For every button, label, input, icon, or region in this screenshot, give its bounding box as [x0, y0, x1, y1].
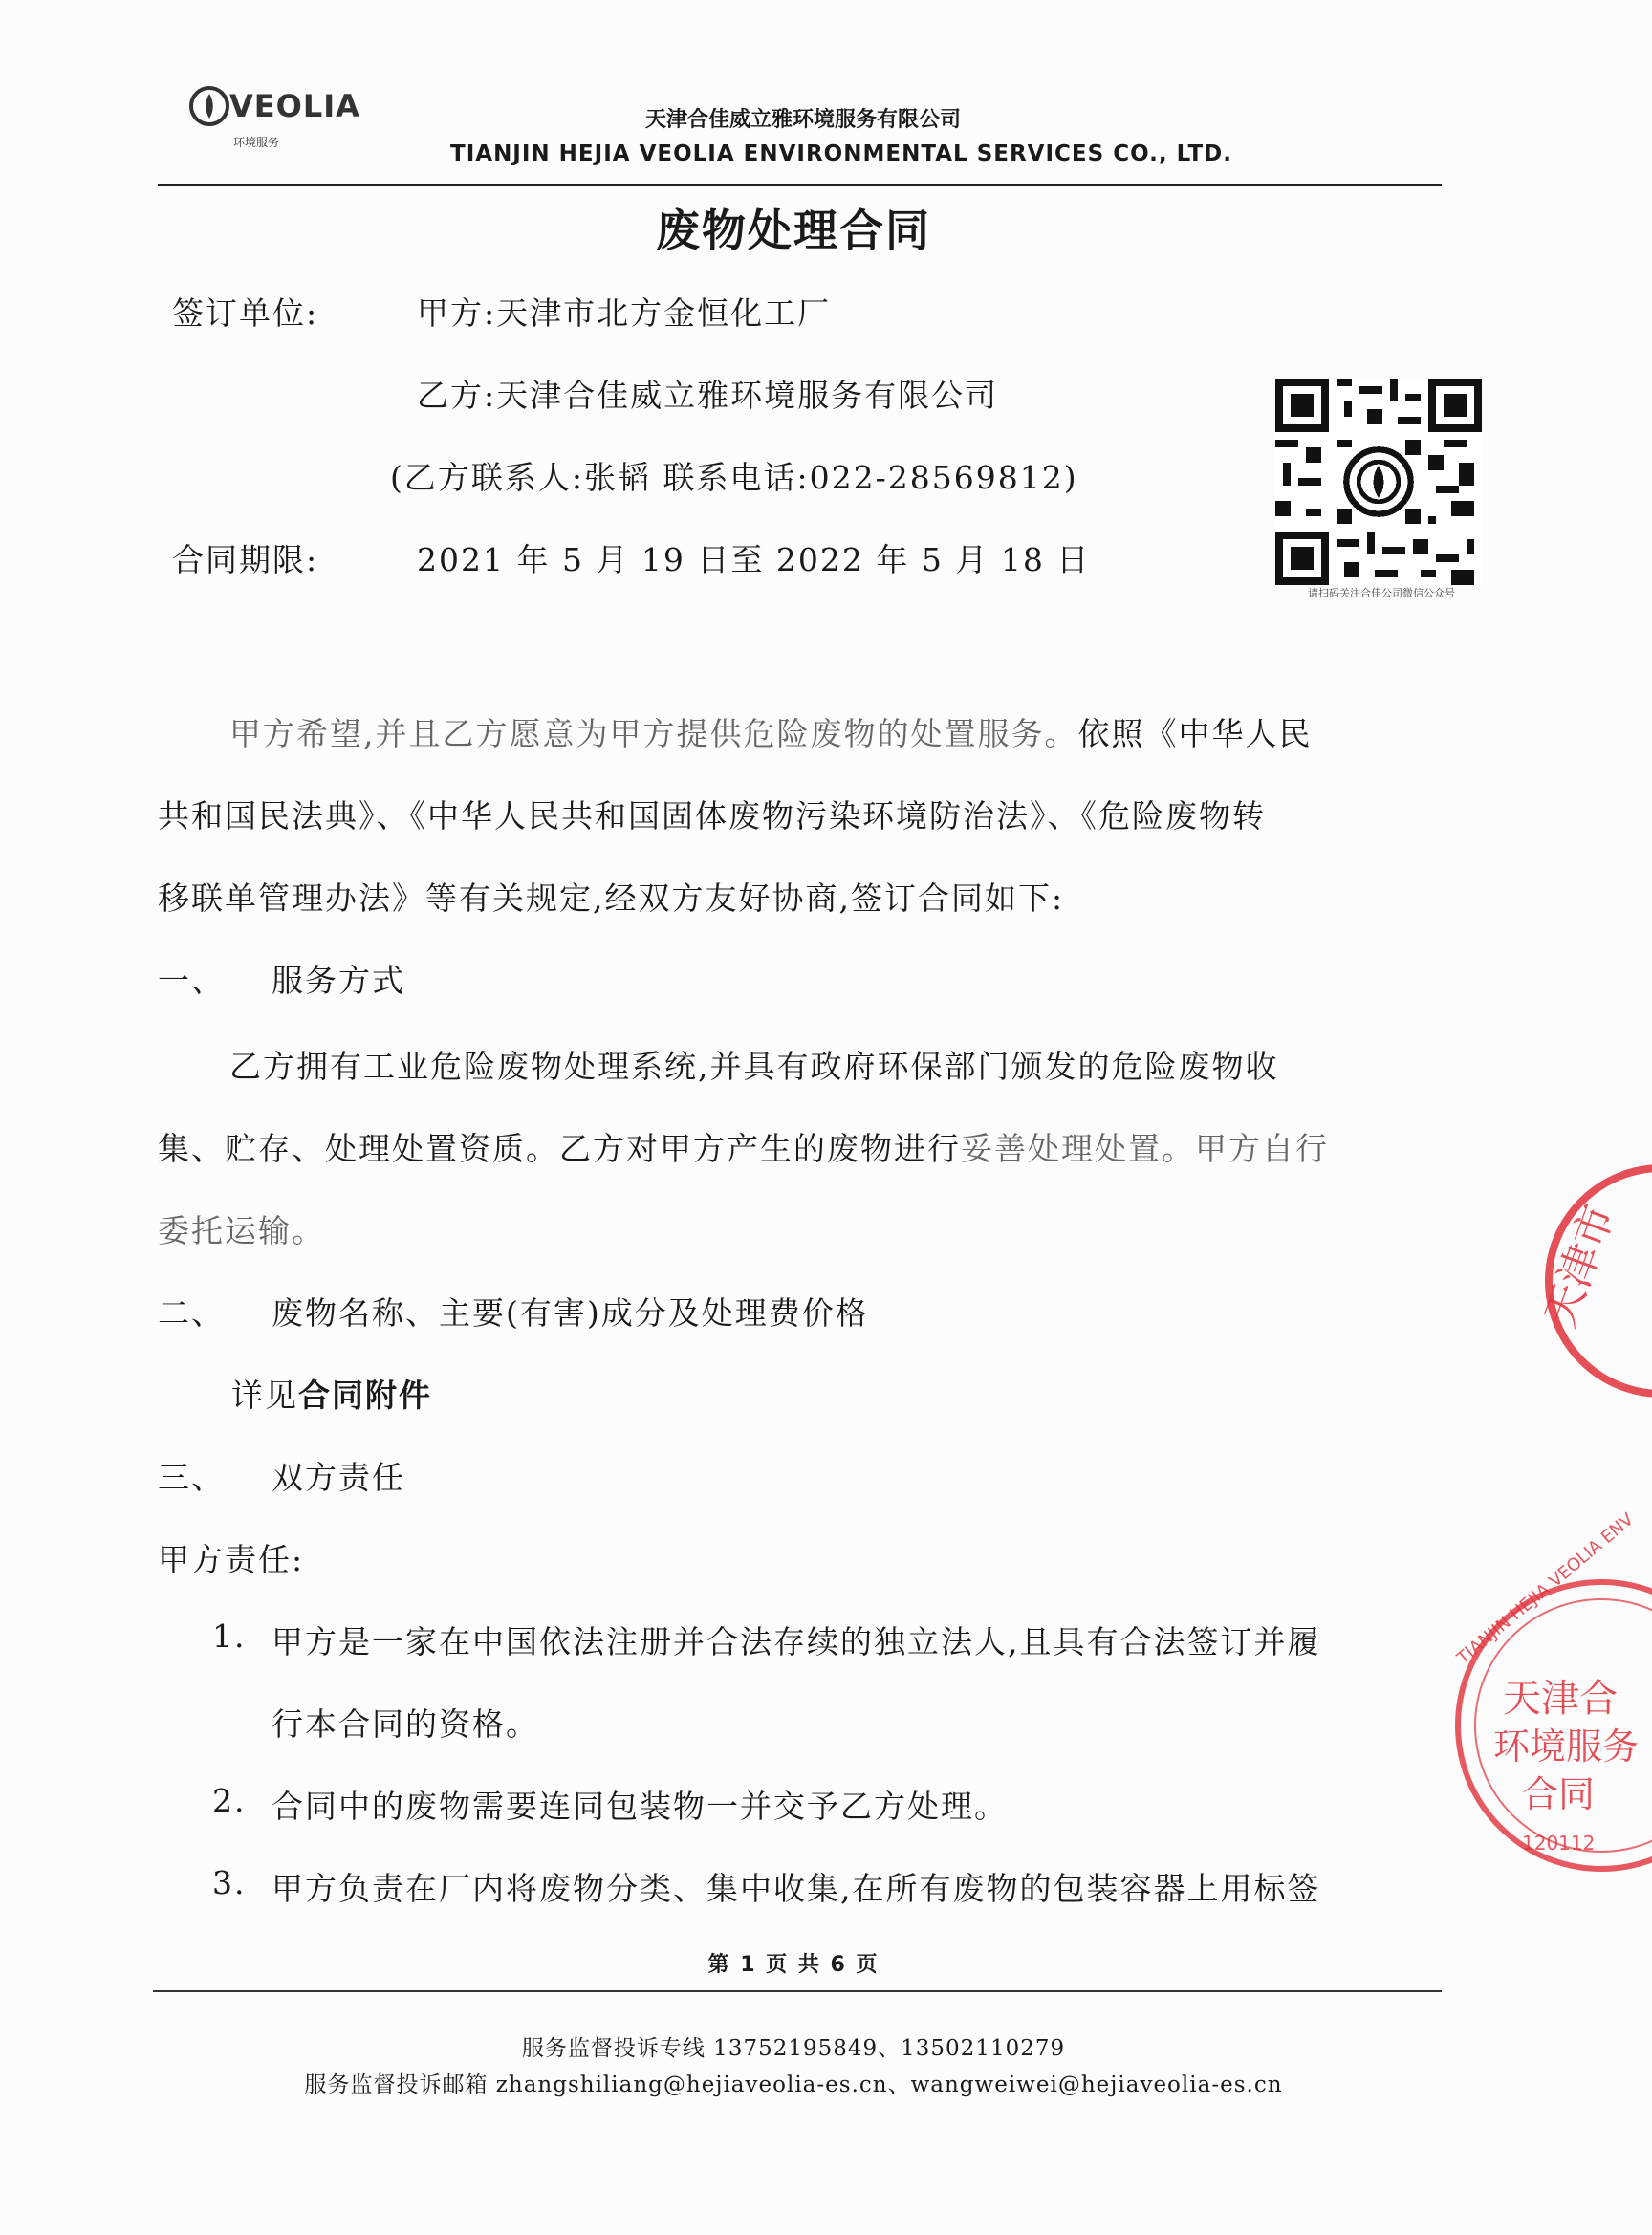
- party-a: 甲方:天津市北方金恒化工厂: [417, 294, 832, 332]
- section-1-para-line-2: [158, 1124, 1329, 1169]
- section-1-para-dark: 集、贮存、处理处置资质。乙方对甲方产生的废物进行: [158, 1130, 961, 1167]
- stamp2-ring-text: TIANJIN HEJIA VEOLIA ENV: [1453, 1509, 1638, 1669]
- section-1-title: 服务方式: [272, 962, 405, 999]
- section-1-para-line-1: 乙方拥有工业危险废物处理系统,并具有政府环保部门颁发的危险废物收: [229, 1048, 1279, 1085]
- document-title: 废物处理合同: [656, 205, 931, 256]
- qr-caption: 请扫码关注合佳公司微信公众号: [1308, 587, 1455, 599]
- veolia-logo-icon: [187, 84, 231, 128]
- section-2-number: 二、: [158, 1294, 225, 1332]
- section-1-para-line-3: 委托运输。: [158, 1212, 325, 1249]
- footer-divider: [153, 1990, 1442, 1992]
- item-1-number: 1.: [212, 1617, 247, 1655]
- item-2-number: 2.: [212, 1782, 247, 1819]
- section-1-number: 一、: [158, 962, 225, 999]
- intro-dark-text: 依照《中华人民: [1077, 715, 1313, 752]
- intro-line-2: 共和国民法典》、《中华人民共和国固体废物污染环境防治法》、《危险废物转: [158, 797, 1266, 835]
- term-label: 合同期限:: [172, 541, 319, 578]
- intro-faint-text: 甲方希望,并且乙方愿意为甲方提供危险废物的处置服务。: [229, 715, 1078, 752]
- section-2-detail-prefix: 详见: [231, 1377, 298, 1414]
- complaint-hotline: 服务监督投诉专线 13752195849、13502110279: [521, 2036, 1066, 2061]
- intro-line-1: [229, 709, 1313, 754]
- item-2-text: 合同中的废物需要连同包装物一并交予乙方处理。: [272, 1788, 1008, 1825]
- section-3-title: 双方责任: [272, 1459, 405, 1496]
- company-name-en: TIANJIN HEJIA VEOLIA ENVIRONMENTAL SERVICES CO., LTD.: [450, 141, 1232, 166]
- veolia-logo: [187, 84, 360, 151]
- stamp2-number: 120112: [1522, 1832, 1596, 1855]
- header-divider: [158, 184, 1442, 186]
- red-seal-stamp-upper: [1518, 1157, 1652, 1405]
- logo-wordmark: VEOLIA: [229, 88, 360, 124]
- intro-line-3: 移联单管理办法》等有关规定,经双方友好协商,签订合同如下:: [158, 879, 1065, 917]
- item-3-text: 甲方负责在厂内将废物分类、集中收集,在所有废物的包装容器上用标签: [272, 1870, 1321, 1907]
- section-1-para-faint: 妥善处理处置。甲方自行: [961, 1130, 1329, 1167]
- stamp1-text: 天津市: [1535, 1198, 1625, 1334]
- contract-annex-ref: 合同附件: [298, 1377, 432, 1414]
- party-b: 乙方:天津合佳威立雅环境服务有限公司: [417, 377, 999, 414]
- section-3-number: 三、: [158, 1459, 225, 1496]
- stamp2-line1: 天津合: [1503, 1677, 1618, 1721]
- page-number: 第 1 页 共 6 页: [707, 1953, 880, 1977]
- logo-subtitle: 环境服务: [233, 136, 280, 149]
- party-b-contact: (乙方联系人:张韬 联系电话:022-28569812): [390, 459, 1078, 496]
- section-2-title: 废物名称、主要(有害)成分及处理费价格: [272, 1294, 869, 1332]
- section-2-detail: [231, 1371, 432, 1416]
- stamp2-line3: 合同: [1522, 1773, 1596, 1815]
- sign-label: 签订单位:: [172, 294, 319, 332]
- red-seal-stamp-lower: [1434, 1509, 1640, 1883]
- contract-term: 2021 年 5 月 19 日至 2022 年 5 月 18 日: [417, 541, 1091, 578]
- item-1-line-1: 甲方是一家在中国依法注册并合法存续的独立法人,且具有合法签订并履: [272, 1623, 1321, 1660]
- company-name-cn: 天津合佳威立雅环境服务有限公司: [644, 108, 961, 132]
- item-1-line-2: 行本合同的资格。: [272, 1705, 539, 1743]
- party-a-responsibility-heading: 甲方责任:: [158, 1541, 305, 1578]
- stamp2-line2: 环境服务: [1493, 1725, 1640, 1768]
- complaint-email: 服务监督投诉邮箱 zhangshiliang@hejiaveolia-es.cn、wangweiwei@hejiaveolia-es.cn: [304, 2072, 1283, 2097]
- qr-code: [1275, 379, 1482, 585]
- item-3-number: 3.: [212, 1864, 247, 1901]
